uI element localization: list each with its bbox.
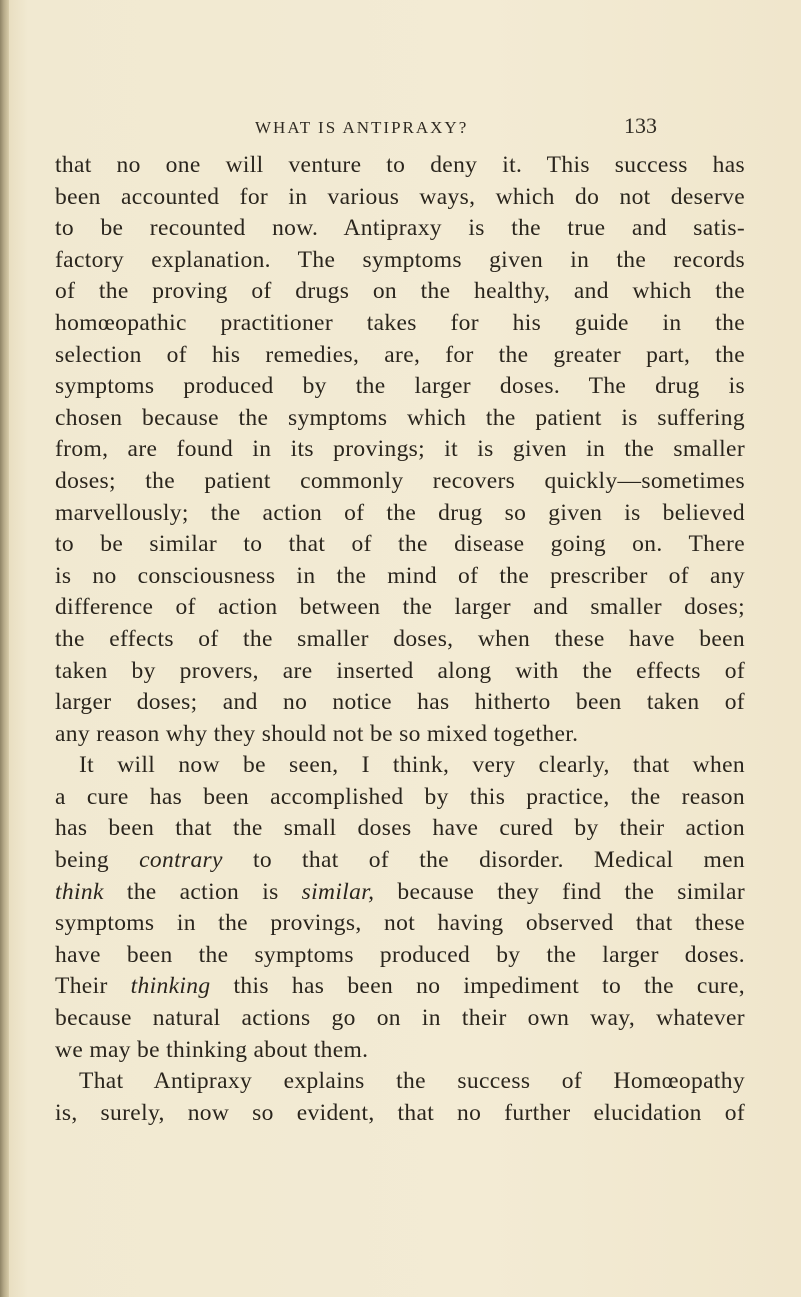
text-line: from, are found in its provings; it is given in the smaller (55, 436, 745, 463)
text-line: has been that the small doses have cured by their action (55, 815, 745, 842)
text-run: the action is (126, 878, 279, 905)
text-line: selection of his remedies, are, for the greater part, the (55, 341, 745, 368)
page-number: 133 (624, 113, 657, 138)
text-line: difference of action between the larger and smaller doses; (55, 594, 745, 621)
italic-word-contrary: contrary (139, 847, 223, 874)
text-line-mixed (55, 877, 745, 909)
italic-word-think: think (55, 878, 104, 905)
italic-word-thinking: thinking (130, 973, 211, 1000)
text-run: being (55, 847, 109, 874)
text-line: have been the symptoms produced by the larger doses. (55, 941, 745, 968)
text-line: symptoms produced by the larger doses. The drug is (55, 373, 745, 400)
text-line: any reason why they should not be so mixed together. (55, 720, 579, 747)
text-line: to be recounted now. Antipraxy is the true and satis- (55, 215, 745, 242)
text-line: chosen because the symptoms which the patient is suffering (55, 404, 745, 431)
text-run: because they find the similar (397, 878, 745, 905)
text-line: the effects of the smaller doses, when these have been (55, 625, 745, 652)
text-line: is, surely, now so evident, that no further elucidation of (55, 1099, 745, 1126)
text-run: to that of the disorder. Medical men (252, 847, 745, 874)
text-line: larger doses; and no notice has hitherto been taken of (55, 689, 745, 716)
text-line: that no one will venture to deny it. This success has (55, 152, 745, 178)
text-line: of the proving of drugs on the healthy, and which the (55, 278, 745, 305)
text-line: It will now be seen, I think, very clearly, that when (79, 752, 745, 779)
text-run: this has been no impediment to the cure, (233, 973, 745, 1000)
italic-word-similar: similar, (301, 878, 375, 905)
text-line: doses; the patient commonly recovers quickly—sometimes (55, 467, 745, 494)
text-line: is no consciousness in the mind of the prescriber of any (55, 562, 745, 589)
text-line: homœopathic practitioner takes for his guide in the (55, 309, 745, 336)
text-line: symptoms in the provings, not having observed that these (55, 910, 745, 937)
text-line: to be similar to that of the disease going on. There (55, 531, 745, 558)
text-line-mixed (55, 845, 745, 877)
text-line-mixed (55, 971, 745, 1003)
text-line: we may be thinking about them. (55, 1036, 369, 1063)
binding-edge (0, 0, 9, 1297)
text-line: marvellously; the action of the drug so given is believed (55, 499, 745, 526)
text-line: factory explanation. The symptoms given in the records (55, 246, 745, 273)
text-line: been accounted for in various ways, which do not deserve (55, 183, 745, 210)
body-text (55, 150, 745, 1129)
text-line: taken by provers, are inserted along with the effects of (55, 657, 745, 684)
text-line: a cure has been accomplished by this practice, the reason (55, 783, 745, 810)
text-line: That Antipraxy explains the success of Homœopathy (79, 1068, 745, 1095)
running-head: WHAT IS ANTIPRAXY? (255, 118, 469, 137)
text-run: Their (55, 973, 108, 1000)
text-line: because natural actions go on in their own way, whatever (55, 1005, 745, 1032)
